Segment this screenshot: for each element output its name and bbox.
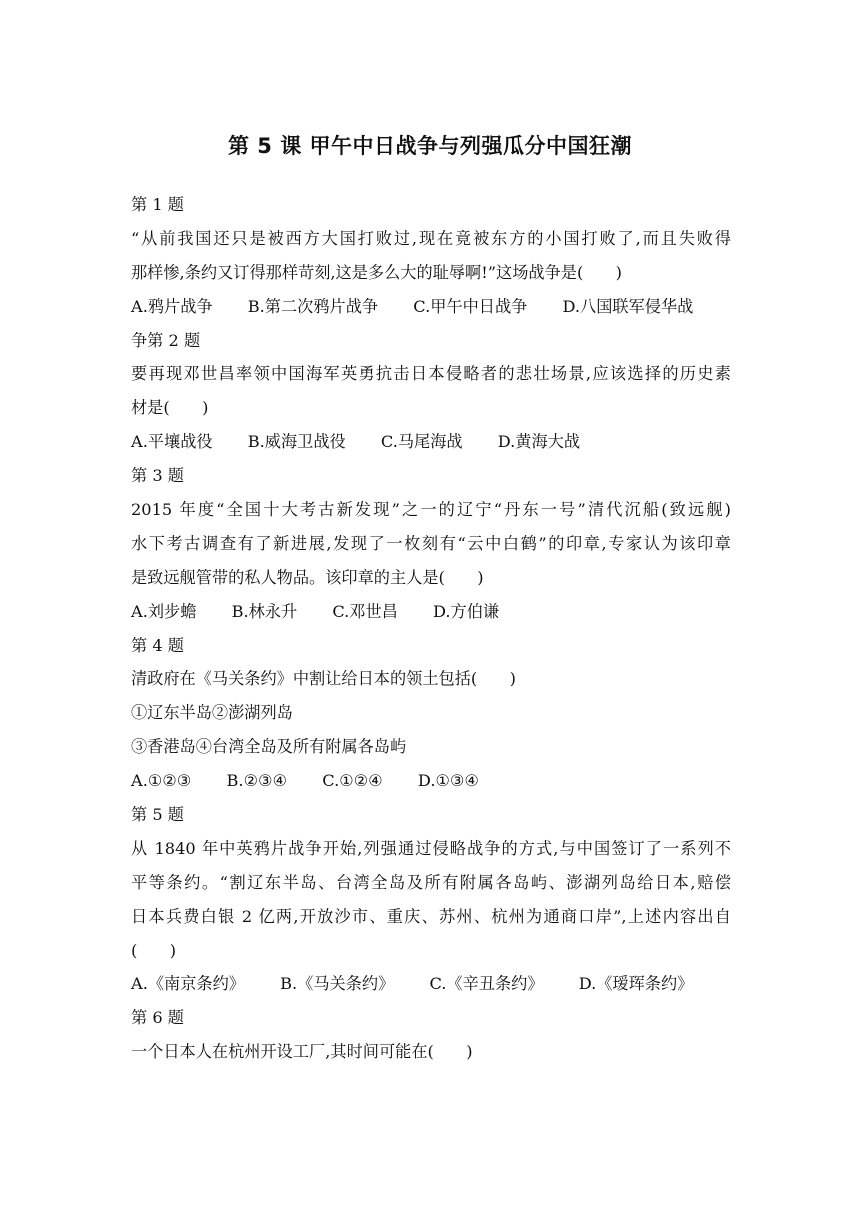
question-4 bbox=[131, 629, 731, 798]
question-stem-line: 平等条约。“割辽东半岛、台湾全岛及所有附属各岛屿、澎湖列岛给日本,赔偿 bbox=[131, 872, 731, 892]
question-6 bbox=[131, 1001, 731, 1069]
option-b: B.《马关条约》 bbox=[280, 974, 395, 994]
question-label: 第 5 题 bbox=[131, 805, 184, 825]
question-list bbox=[131, 188, 731, 1069]
option-c: C.《辛丑条约》 bbox=[429, 974, 544, 994]
answer-options bbox=[131, 290, 731, 324]
question-label: 争第 2 题 bbox=[131, 330, 201, 350]
question-stem-line: ①辽东半岛②澎湖列岛 bbox=[131, 703, 293, 723]
question-stem-line: 从 1840 年中英鸦片战争开始,列强通过侵略战争的方式,与中国签订了一系列不 bbox=[131, 838, 731, 858]
question-stem-line: 日本兵费白银 2 亿两,开放沙市、重庆、苏州、杭州为通商口岸”,上述内容出自 bbox=[131, 906, 731, 926]
option-d: D.①③④ bbox=[417, 771, 480, 791]
option-d: D.方伯谦 bbox=[433, 601, 500, 621]
question-5 bbox=[131, 798, 731, 1001]
question-1 bbox=[131, 188, 731, 324]
question-stem-line: 清政府在《马关条约》中割让给日本的领土包括( ) bbox=[131, 669, 516, 689]
option-d: D.《瑷珲条约》 bbox=[578, 974, 694, 994]
question-stem-line: 水下考古调查有了新进展,发现了一枚刻有“云中白鹤”的印章,专家认为该印章 bbox=[131, 533, 731, 553]
question-label: 第 4 题 bbox=[131, 635, 184, 655]
answer-options bbox=[131, 425, 731, 459]
question-label: 第 3 题 bbox=[131, 466, 184, 486]
option-d: D.八国联军侵华战 bbox=[562, 296, 694, 316]
answer-options bbox=[131, 764, 731, 798]
question-stem-line: “从前我国还只是被西方大国打败过,现在竟被东方的小国打败了,而且失败得 bbox=[131, 228, 731, 248]
option-b: B.第二次鸦片战争 bbox=[247, 296, 379, 316]
question-stem-line: ( ) bbox=[131, 940, 177, 960]
answer-options bbox=[131, 595, 731, 629]
question-label: 第 1 题 bbox=[131, 195, 184, 214]
option-c: C.甲午中日战争 bbox=[413, 296, 528, 316]
option-a: A.《南京条约》 bbox=[131, 974, 245, 994]
question-2 bbox=[131, 324, 731, 460]
option-c: C.①②④ bbox=[322, 771, 383, 791]
question-stem-line: 材是( ) bbox=[131, 398, 209, 418]
option-c: C.邓世昌 bbox=[332, 601, 398, 621]
question-stem-line: 一个日本人在杭州开设工厂,其时间可能在( ) bbox=[131, 1042, 473, 1062]
question-stem-line: 2015 年度“全国十大考古新发现”之一的辽宁“丹东一号”清代沉船(致远舰) bbox=[131, 500, 731, 520]
option-a: A.①②③ bbox=[131, 771, 192, 791]
page-title: 第 5 课 甲午中日战争与列强瓜分中国狂潮 bbox=[227, 134, 633, 158]
option-a: A.刘步蟾 bbox=[131, 601, 197, 621]
question-stem-line: ③香港岛④台湾全岛及所有附属各岛屿 bbox=[131, 737, 407, 757]
answer-options bbox=[131, 967, 731, 1001]
option-a: A.平壤战役 bbox=[131, 432, 213, 452]
option-a: A.鸦片战争 bbox=[131, 296, 213, 316]
option-c: C.马尾海战 bbox=[380, 432, 463, 452]
option-b: B.林永升 bbox=[231, 601, 298, 621]
question-stem-line: 是致远舰管带的私人物品。该印章的主人是( ) bbox=[131, 567, 484, 587]
question-3 bbox=[131, 459, 731, 628]
question-stem-line: 要再现邓世昌率领中国海军英勇抗击日本侵略者的悲壮场景,应该选择的历史素 bbox=[131, 364, 731, 384]
option-b: B.②③④ bbox=[226, 771, 288, 791]
question-label: 第 6 题 bbox=[131, 1008, 184, 1028]
question-stem-line: 那样惨,条约又订得那样苛刻,这是多么大的耻辱啊!”这场战争是( ) bbox=[131, 262, 622, 282]
option-d: D.黄海大战 bbox=[497, 432, 581, 452]
option-b: B.威海卫战役 bbox=[247, 432, 346, 452]
